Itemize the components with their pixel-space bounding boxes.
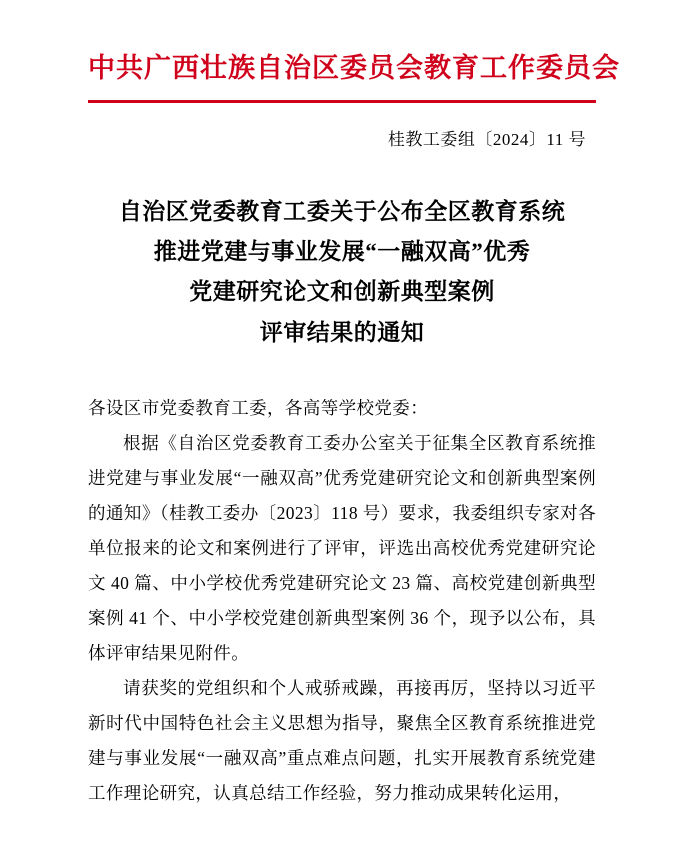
page-title bbox=[88, 192, 596, 353]
title-line-1: 自治区党委教育工委关于公布全区教育系统 bbox=[118, 198, 566, 224]
salutation: 各设区市党委教育工委，各高等学校党委： bbox=[88, 397, 429, 418]
masthead-divider bbox=[88, 100, 596, 103]
body-paragraph-2: 请获奖的党组织和个人戒骄戒躁，再接再厉，坚持以习近平新时代中国特色社会主义思想为指导，聚焦全区教育系统推进党建与事业发展“一融双高”重点难点问题，扎实开展教育系统党建工作理论研究，认真总结工作经验，努力推动成果转化运用， bbox=[88, 677, 596, 803]
masthead-title: 中共广西壮族自治区委员会教育工作委员会 bbox=[88, 53, 620, 83]
body-paragraph-1: 根据《自治区党委教育工委办公室关于征集全区教育系统推进党建与事业发展“一融双高”优秀党建研究论文和创新典型案例的通知》（桂教工委办〔2023〕118 号）要求，我委组织专家对各单位报来的论文和案例进行了评审，评选出高校优秀党建研究论文 40 篇、中小学校优秀党建研究论文 23 篇、高校党建创新典型案例 41 个、中小学校党建创新典型案例 36 个，现予以公布，具体评审结果见附件。 bbox=[88, 432, 596, 663]
title-line-4: 评审结果的通知 bbox=[259, 319, 425, 345]
title-line-2: 推进党建与事业发展“一融双高”优秀 bbox=[153, 239, 531, 264]
document-body bbox=[88, 391, 596, 811]
document-number: 桂教工委组〔2024〕11 号 bbox=[387, 129, 586, 149]
title-line-3: 党建研究论文和创新典型案例 bbox=[189, 279, 495, 305]
document-page bbox=[0, 52, 684, 857]
